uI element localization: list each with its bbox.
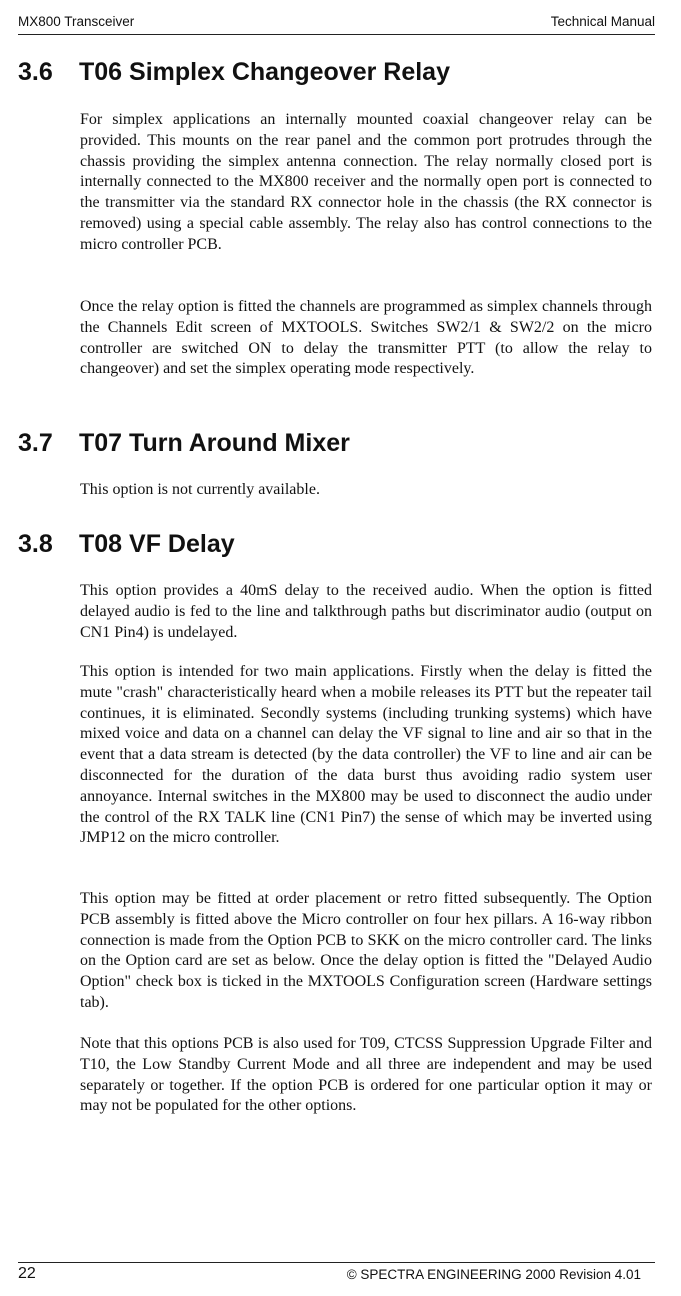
- paragraph: This option may be fitted at order placement or retro fitted subsequently. The Option PCB assembly is fitted above the Micro controller on four hex pillars. A 16-way ribbon connection is made from the Option PCB to SKK on the micro controller card. The links on the Option card are set as below. Once the delay option is fitted the "Delayed Audio Option" check box is ticked in the MXTOOLS Configuration screen (Hardware settings tab).: [80, 890, 652, 1011]
- copyright-notice: © SPECTRA ENGINEERING 2000 Revision 4.01: [346, 1267, 641, 1282]
- header-document-type: Technical Manual: [550, 14, 655, 29]
- section-heading-3-8: [18, 530, 235, 559]
- paragraph: This option is intended for two main applications. Firstly when the delay is fitted the mute "crash" characteristically heard when a mobile releases its PTT but the repeater tail continues, it is eliminated. Secondly systems (including trunking systems) which have mixed voice and data on a channel can delay the VF signal to line and air so that in the event that a data stream is detected (by the data controller) the VF to line and air can be disconnected for the duration of the data burst thus avoiding radio system user annoyance. Internal switches in the MX800 may be used to disconnect the audio under the control of the RX TALK line (CN1 Pin7) the sense of which may be inverted using JMP12 on the micro controller.: [80, 663, 652, 847]
- paragraph: Note that this options PCB is also used for T09, CTCSS Suppression Upgrade Filter and T10, the Low Standby Current Mode and all three are independent and may be used separately or together. If the option PCB is ordered for one particular option it may or may not be populated for the other options.: [80, 1035, 652, 1115]
- page-footer: [18, 1262, 655, 1287]
- section-heading-3-6: [18, 58, 450, 87]
- section-number: 3.6: [18, 58, 53, 86]
- section-number: 3.8: [18, 530, 53, 558]
- section-heading-3-7: [18, 429, 350, 458]
- paragraph: Once the relay option is fitted the channels are programmed as simplex channels through the Channels Edit screen of MXTOOLS. Switches SW2/1 & SW2/2 on the micro controller are switched ON to delay the transmitter PTT (to allow the relay to changeover) and set the simplex operating mode respectively.: [80, 298, 652, 378]
- section-title: T06 Simplex Changeover Relay: [79, 58, 450, 86]
- paragraph: For simplex applications an internally mounted coaxial changeover relay can be provided. This mounts on the rear panel and the common port protrudes through the chassis providing the simplex antenna connection. The relay normally closed port is internally connected to the MX800 receiver and the normally open port is connected to the transmitter via the standard RX connector hole in the chassis (the RX connector is removed) using a special cable assembly. The relay also has control connections to the micro controller PCB.: [80, 111, 652, 253]
- page-number: 22: [18, 1265, 36, 1282]
- page-header: [18, 12, 655, 35]
- section-title: T08 VF Delay: [79, 530, 235, 558]
- paragraph: This option is not currently available.: [80, 481, 320, 498]
- section-title: T07 Turn Around Mixer: [79, 429, 350, 457]
- header-product-name: MX800 Transceiver: [18, 14, 135, 29]
- paragraph: This option provides a 40mS delay to the received audio. When the option is fitted delayed audio is fed to the line and talkthrough paths but discriminator audio (output on CN1 Pin4) is undelayed.: [80, 582, 652, 641]
- section-number: 3.7: [18, 429, 53, 457]
